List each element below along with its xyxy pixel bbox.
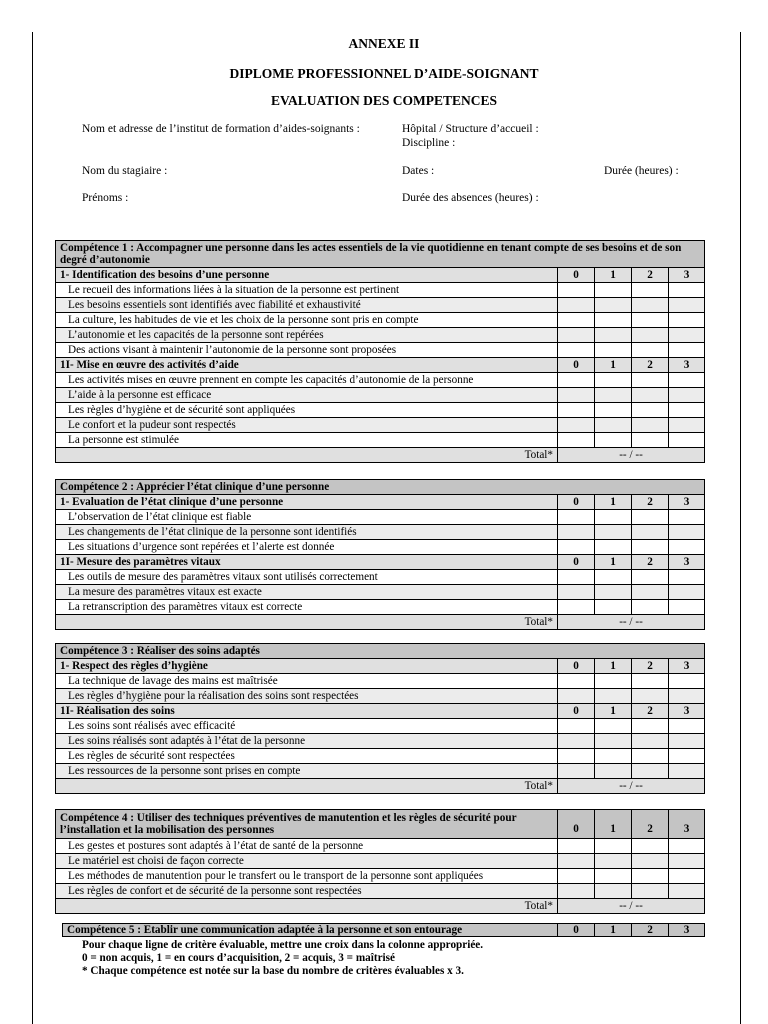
footnote-instructions: Pour chaque ligne de critère évaluable, mettre une croix dans la colonne appropriée. xyxy=(82,939,484,951)
section-title: 1I- Mise en œuvre des activités d’aide xyxy=(56,358,558,373)
score-cell[interactable] xyxy=(595,734,632,749)
score-cell[interactable] xyxy=(558,854,595,869)
criterion-label: Les règles d’hygiène et de sécurité sont appliquées xyxy=(56,403,558,418)
score-cell[interactable] xyxy=(632,689,669,704)
criterion-row xyxy=(56,418,705,433)
score-cell[interactable] xyxy=(669,854,705,869)
criterion-label: Les gestes et postures sont adaptés à l’état de santé de la personne xyxy=(56,839,558,854)
score-cell[interactable] xyxy=(558,869,595,884)
score-cell[interactable] xyxy=(595,343,632,358)
competence-1-table xyxy=(55,240,705,463)
criterion-label: Les besoins essentiels sont identifiés avec fiabilité et exhaustivité xyxy=(56,298,558,313)
criterion-label: Le recueil des informations liées à la situation de la personne est pertinent xyxy=(56,283,558,298)
score-cell[interactable] xyxy=(558,674,595,689)
discipline-label: Discipline : xyxy=(402,137,456,149)
criterion-row xyxy=(56,433,705,448)
score-cell[interactable] xyxy=(558,298,595,313)
score-cell[interactable] xyxy=(669,510,705,525)
score-header-1: 1 xyxy=(595,555,632,570)
score-header-1: 1 xyxy=(595,810,632,839)
criterion-label: La retranscription des paramètres vitaux est correcte xyxy=(56,600,558,615)
criterion-row xyxy=(56,749,705,764)
score-cell[interactable] xyxy=(595,328,632,343)
score-cell[interactable] xyxy=(558,570,595,585)
score-header-3: 3 xyxy=(669,268,705,283)
score-cell[interactable] xyxy=(632,585,669,600)
score-cell[interactable] xyxy=(558,373,595,388)
hospital-label: Hôpital / Structure d’accueil : xyxy=(402,123,539,135)
score-cell[interactable] xyxy=(558,884,595,899)
criterion-label: L’observation de l’état clinique est fiable xyxy=(56,510,558,525)
criterion-row xyxy=(56,764,705,779)
score-cell[interactable] xyxy=(632,298,669,313)
score-header-3: 3 xyxy=(669,810,705,839)
total-label: Total* xyxy=(56,899,558,914)
score-header-3: 3 xyxy=(669,704,705,719)
criterion-row xyxy=(56,869,705,884)
score-cell[interactable] xyxy=(558,525,595,540)
score-header-1: 1 xyxy=(595,268,632,283)
score-cell[interactable] xyxy=(669,719,705,734)
score-cell[interactable] xyxy=(669,540,705,555)
score-header-0: 0 xyxy=(558,495,595,510)
total-value: -- / -- xyxy=(558,615,705,630)
criterion-row xyxy=(56,884,705,899)
score-cell[interactable] xyxy=(558,749,595,764)
score-header-0: 0 xyxy=(558,924,595,937)
score-cell[interactable] xyxy=(669,585,705,600)
score-cell[interactable] xyxy=(669,313,705,328)
criterion-row xyxy=(56,525,705,540)
score-cell[interactable] xyxy=(558,510,595,525)
score-cell[interactable] xyxy=(595,839,632,854)
score-cell[interactable] xyxy=(595,689,632,704)
score-cell[interactable] xyxy=(558,403,595,418)
score-cell[interactable] xyxy=(632,839,669,854)
criterion-row xyxy=(56,283,705,298)
score-header-0: 0 xyxy=(558,358,595,373)
score-cell[interactable] xyxy=(669,418,705,433)
score-cell[interactable] xyxy=(558,689,595,704)
score-cell[interactable] xyxy=(669,839,705,854)
score-cell[interactable] xyxy=(669,525,705,540)
score-cell[interactable] xyxy=(595,854,632,869)
score-header-1: 1 xyxy=(595,358,632,373)
criterion-label: Les outils de mesure des paramètres vitaux sont utilisés correctement xyxy=(56,570,558,585)
criterion-label: La personne est stimulée xyxy=(56,433,558,448)
section-title: 1- Evaluation de l’état clinique d’une personne xyxy=(56,495,558,510)
duration-label: Durée (heures) : xyxy=(604,165,679,177)
total-value: -- / -- xyxy=(558,448,705,463)
score-header-2: 2 xyxy=(632,659,669,674)
score-cell[interactable] xyxy=(632,764,669,779)
total-value: -- / -- xyxy=(558,779,705,794)
footnote-scale: 0 = non acquis, 1 = en cours d’acquisition, 2 = acquis, 3 = maîtrisé xyxy=(82,952,395,964)
criterion-row xyxy=(56,689,705,704)
score-cell[interactable] xyxy=(558,600,595,615)
score-cell[interactable] xyxy=(632,403,669,418)
score-cell[interactable] xyxy=(669,433,705,448)
score-cell[interactable] xyxy=(558,388,595,403)
score-header-2: 2 xyxy=(632,555,669,570)
score-header-3: 3 xyxy=(669,358,705,373)
left-margin-rule xyxy=(32,32,33,1024)
score-header-2: 2 xyxy=(632,704,669,719)
score-cell[interactable] xyxy=(632,433,669,448)
criterion-row xyxy=(56,388,705,403)
score-cell[interactable] xyxy=(558,328,595,343)
criterion-row xyxy=(56,298,705,313)
score-cell[interactable] xyxy=(595,749,632,764)
total-label: Total* xyxy=(56,779,558,794)
score-cell[interactable] xyxy=(558,313,595,328)
criterion-label: Les ressources de la personne sont prises en compte xyxy=(56,764,558,779)
score-header-1: 1 xyxy=(595,659,632,674)
score-cell[interactable] xyxy=(558,540,595,555)
score-cell[interactable] xyxy=(632,510,669,525)
score-header-3: 3 xyxy=(669,659,705,674)
criterion-row xyxy=(56,839,705,854)
score-cell[interactable] xyxy=(632,283,669,298)
diploma-title: DIPLOME PROFESSIONNEL D’AIDE-SOIGNANT xyxy=(229,66,539,81)
score-cell[interactable] xyxy=(558,585,595,600)
score-cell[interactable] xyxy=(632,854,669,869)
score-cell[interactable] xyxy=(558,764,595,779)
dates-label: Dates : xyxy=(402,165,435,177)
score-cell[interactable] xyxy=(669,884,705,899)
score-cell[interactable] xyxy=(595,585,632,600)
score-header-2: 2 xyxy=(632,495,669,510)
section-title: 1I- Mesure des paramètres vitaux xyxy=(56,555,558,570)
score-cell[interactable] xyxy=(595,510,632,525)
competence-3-table xyxy=(55,643,705,794)
score-cell[interactable] xyxy=(632,719,669,734)
criterion-row xyxy=(56,343,705,358)
competence-2-table xyxy=(55,479,705,630)
competence-5-title: Compétence 5 : Etablir une communication adaptée à la personne et son entourage xyxy=(63,924,558,937)
score-cell[interactable] xyxy=(632,313,669,328)
criterion-row xyxy=(56,570,705,585)
criterion-row xyxy=(56,328,705,343)
score-cell[interactable] xyxy=(669,869,705,884)
score-cell[interactable] xyxy=(669,328,705,343)
score-cell[interactable] xyxy=(669,403,705,418)
score-header-2: 2 xyxy=(632,268,669,283)
score-cell[interactable] xyxy=(632,418,669,433)
competence-2-title: Compétence 2 : Apprécier l’état clinique d’une personne xyxy=(56,480,705,495)
criterion-label: Les règles de sécurité sont respectées xyxy=(56,749,558,764)
score-cell[interactable] xyxy=(669,689,705,704)
score-cell[interactable] xyxy=(632,570,669,585)
firstnames-label: Prénoms : xyxy=(82,192,129,204)
score-cell[interactable] xyxy=(669,749,705,764)
score-cell[interactable] xyxy=(669,388,705,403)
score-cell[interactable] xyxy=(632,749,669,764)
score-header-0: 0 xyxy=(558,555,595,570)
score-cell[interactable] xyxy=(595,283,632,298)
criterion-row xyxy=(56,674,705,689)
section-title: 1- Identification des besoins d’une personne xyxy=(56,268,558,283)
score-header-0: 0 xyxy=(558,659,595,674)
score-cell[interactable] xyxy=(595,570,632,585)
score-header-3: 3 xyxy=(669,555,705,570)
score-cell[interactable] xyxy=(669,764,705,779)
score-cell[interactable] xyxy=(669,734,705,749)
score-cell[interactable] xyxy=(595,403,632,418)
score-header-0: 0 xyxy=(558,810,595,839)
score-cell[interactable] xyxy=(632,373,669,388)
right-margin-rule xyxy=(740,32,741,1024)
criterion-label: La culture, les habitudes de vie et les choix de la personne sont pris en compte xyxy=(56,313,558,328)
absences-label: Durée des absences (heures) : xyxy=(402,192,539,204)
criterion-label: Les changements de l’état clinique de la personne sont identifiés xyxy=(56,525,558,540)
criterion-row xyxy=(56,585,705,600)
score-cell[interactable] xyxy=(558,418,595,433)
criterion-label: Des actions visant à maintenir l’autonomie de la personne sont proposées xyxy=(56,343,558,358)
score-cell[interactable] xyxy=(632,734,669,749)
criterion-row xyxy=(56,719,705,734)
criterion-row xyxy=(56,540,705,555)
criterion-row xyxy=(56,510,705,525)
criterion-label: Les activités mises en œuvre prennent en compte les capacités d’autonomie de la personne xyxy=(56,373,558,388)
institute-label: Nom et adresse de l’institut de formation d’aides-soignants : xyxy=(82,123,360,135)
score-header-2: 2 xyxy=(632,924,669,937)
score-cell[interactable] xyxy=(595,418,632,433)
score-cell[interactable] xyxy=(558,283,595,298)
score-header-0: 0 xyxy=(558,268,595,283)
score-cell[interactable] xyxy=(595,674,632,689)
section-title: 1- Respect des règles d’hygiène xyxy=(56,659,558,674)
score-cell[interactable] xyxy=(595,719,632,734)
criterion-row xyxy=(56,403,705,418)
score-cell[interactable] xyxy=(558,433,595,448)
evaluation-title: EVALUATION DES COMPETENCES xyxy=(270,93,498,108)
score-cell[interactable] xyxy=(669,298,705,313)
criterion-row xyxy=(56,854,705,869)
criterion-row xyxy=(56,734,705,749)
score-cell[interactable] xyxy=(632,674,669,689)
score-cell[interactable] xyxy=(595,540,632,555)
criterion-row xyxy=(56,600,705,615)
score-header-1: 1 xyxy=(595,495,632,510)
criterion-label: Le confort et la pudeur sont respectés xyxy=(56,418,558,433)
score-cell[interactable] xyxy=(558,839,595,854)
total-label: Total* xyxy=(56,448,558,463)
competence-3-title: Compétence 3 : Réaliser des soins adaptés xyxy=(56,644,705,659)
score-cell[interactable] xyxy=(595,388,632,403)
criterion-label: Les règles de confort et de sécurité de la personne sont respectées xyxy=(56,884,558,899)
score-cell[interactable] xyxy=(595,433,632,448)
score-cell[interactable] xyxy=(632,540,669,555)
score-header-3: 3 xyxy=(669,924,705,937)
score-cell[interactable] xyxy=(669,283,705,298)
score-cell[interactable] xyxy=(632,869,669,884)
score-header-1: 1 xyxy=(595,704,632,719)
criterion-label: Les méthodes de manutention pour le transfert ou le transport de la personne sont appliquées xyxy=(56,869,558,884)
criterion-row xyxy=(56,313,705,328)
score-header-3: 3 xyxy=(669,495,705,510)
criterion-label: La technique de lavage des mains est maîtrisée xyxy=(56,674,558,689)
criterion-label: L’aide à la personne est efficace xyxy=(56,388,558,403)
score-cell[interactable] xyxy=(595,313,632,328)
score-header-2: 2 xyxy=(632,810,669,839)
criterion-label: Les soins réalisés sont adaptés à l’état de la personne xyxy=(56,734,558,749)
criterion-label: Le matériel est choisi de façon correcte xyxy=(56,854,558,869)
annex-title: ANNEXE II xyxy=(348,36,420,51)
score-cell[interactable] xyxy=(632,884,669,899)
score-cell[interactable] xyxy=(595,525,632,540)
score-cell[interactable] xyxy=(558,734,595,749)
score-cell[interactable] xyxy=(595,298,632,313)
score-header-1: 1 xyxy=(595,924,632,937)
criterion-label: Les situations d’urgence sont repérées et l’alerte est donnée xyxy=(56,540,558,555)
criterion-label: La mesure des paramètres vitaux est exacte xyxy=(56,585,558,600)
competence-4-table xyxy=(55,809,705,914)
score-cell[interactable] xyxy=(632,388,669,403)
score-cell[interactable] xyxy=(669,600,705,615)
footnote-scoring: * Chaque compétence est notée sur la base du nombre de critères évaluables x 3. xyxy=(82,965,464,977)
score-cell[interactable] xyxy=(669,674,705,689)
score-cell[interactable] xyxy=(595,373,632,388)
trainee-name-label: Nom du stagiaire : xyxy=(82,165,168,177)
score-cell[interactable] xyxy=(632,525,669,540)
score-cell[interactable] xyxy=(595,764,632,779)
score-cell[interactable] xyxy=(595,869,632,884)
score-cell[interactable] xyxy=(558,719,595,734)
score-cell[interactable] xyxy=(669,373,705,388)
criterion-row xyxy=(56,373,705,388)
score-cell[interactable] xyxy=(595,884,632,899)
competence-5-table xyxy=(62,923,705,937)
total-label: Total* xyxy=(56,615,558,630)
score-cell[interactable] xyxy=(595,600,632,615)
footnotes xyxy=(82,939,483,978)
score-cell[interactable] xyxy=(669,570,705,585)
criterion-label: Les règles d’hygiène pour la réalisation des soins sont respectées xyxy=(56,689,558,704)
score-cell[interactable] xyxy=(632,328,669,343)
criterion-label: Les soins sont réalisés avec efficacité xyxy=(56,719,558,734)
total-value: -- / -- xyxy=(558,899,705,914)
score-cell[interactable] xyxy=(669,343,705,358)
criterion-label: L’autonomie et les capacités de la personne sont repérées xyxy=(56,328,558,343)
score-cell[interactable] xyxy=(558,343,595,358)
score-cell[interactable] xyxy=(632,343,669,358)
competence-1-title: Compétence 1 : Accompagner une personne dans les actes essentiels de la vie quotidienne en tenant compte de ses besoins et de son degré d’autonomie xyxy=(56,241,705,268)
score-header-0: 0 xyxy=(558,704,595,719)
section-title: 1I- Réalisation des soins xyxy=(56,704,558,719)
score-header-2: 2 xyxy=(632,358,669,373)
competence-4-title: Compétence 4 : Utiliser des techniques préventives de manutention et les règles de sécurité pour l’installation et la mobilisation des personnes xyxy=(56,810,558,839)
score-cell[interactable] xyxy=(632,600,669,615)
